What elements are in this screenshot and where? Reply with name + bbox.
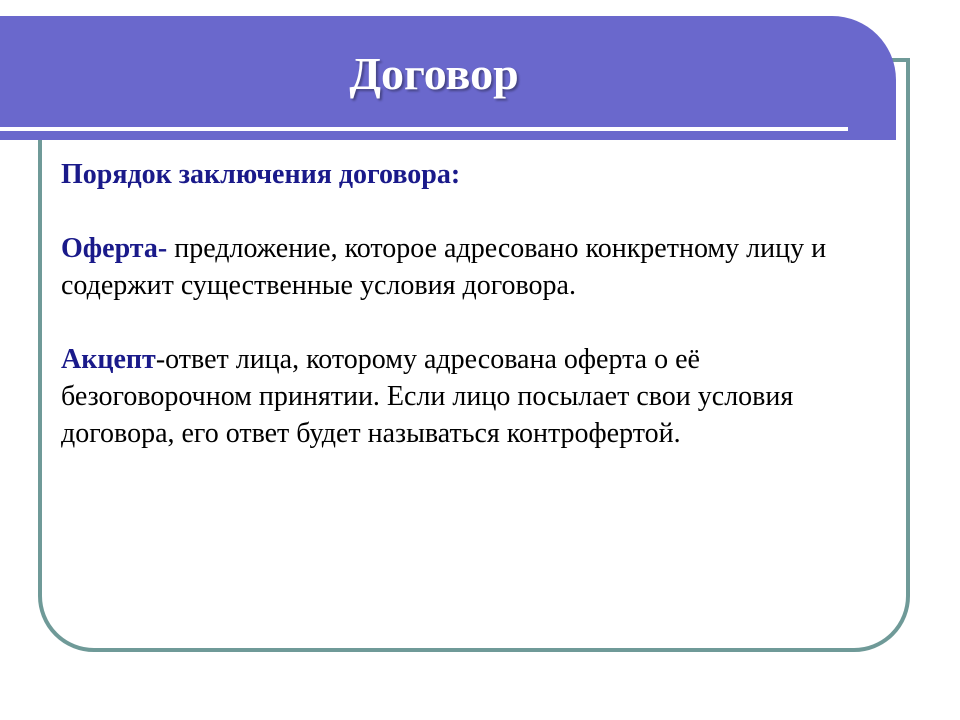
section-subtitle: Порядок заключения договора: [61,159,461,190]
offer-definition: предложение, которое адресовано конкретному лицу и содержит существенные условия договора. [61,233,827,301]
term-offer-separator: - [157,233,175,264]
term-offer: Оферта [61,233,158,264]
term-acceptance-separator: - [155,344,166,375]
slide-body [61,156,841,489]
term-acceptance: Акцепт [61,344,156,375]
paragraph-offer [61,230,841,304]
acceptance-definition: ответ лица, которому адресована оферта о её безоговорочном принятии. Если лицо посылает свои условия договора, его ответ будет называться контрофертой. [61,344,794,449]
paragraph-acceptance [61,341,841,452]
slide-title: Договор [349,48,519,99]
title-divider-line [0,127,848,131]
